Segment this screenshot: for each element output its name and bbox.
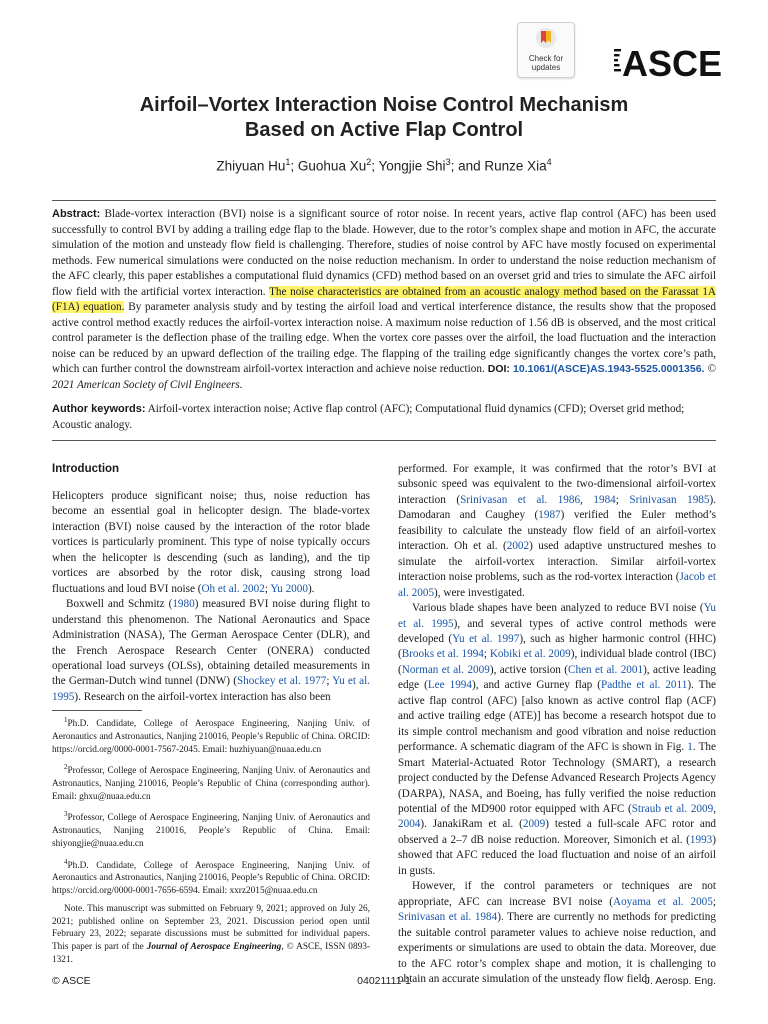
figure-link[interactable]: 1 [687,741,693,754]
citation-link[interactable]: Srinivasan et al. 1984 [398,911,498,924]
footnote-text: Ph.D. Candidate, College of Aerospace Engineering, Nanjing Univ. of Aeronautics and Astronautics, Nanjing 210016, People’s Republic of China. ORCID: https://orcid.org/0000-0001-7567-2045. Email: huzhiyuan@nuaa.edu.cn [52,719,370,755]
footnote-mark: 3 [64,810,68,819]
keywords-text: Airfoil-vortex interaction noise; Active flap control (AFC); Computational fluid dynamics (CFD); Overset grid method; Acoustic analogy. [52,403,685,431]
text-run: ). The active flap control (AFC) [also known as active control flap (ACF) and active trailing edge (ATE)] has become a research hotspot due to its simple control mechanism and good vibration and noise reduction performance. A schematic diagram of the AFC is shown in Fig. [398,679,717,754]
text-run: ), and several types of active control methods were developed ( [398,617,716,645]
citation-link[interactable]: 1993 [689,833,713,846]
affiliation-mark: 1 [285,157,291,167]
affiliation-mark: 3 [445,157,451,167]
text-run: . The Smart Material-Actuated Rotor Technology (SMART), a research project conducted by the Defense Advanced Research Projects Agency (DARPA), NASA, and Boeing, has fully verified the noise reduction potential of the MD900 rotor equipped with AFC ( [398,741,716,815]
abstract-label: Abstract: [52,208,101,220]
footnote [52,714,370,756]
footnote-mark: 4 [64,857,68,866]
abstract-text: By parameter analysis study and by testing the airfoil load and vertical interference distance, the results show that the proposed active control method exactly reduces the airfoil-vortex interaction noise. A maximum noise reduction of 1.56 dB is observed, and the most critical control parameter is the deflection phase of the trailing edge. When the vortex core passes over the airfoil, the load fluctuation and the interaction noise can be reduced by an upward deflection of the trailing edge. The flapping of the trailing edge significantly changes the vortex core’s path, which can further control the downstream airfoil-vortex interaction and achieve noise reduction. [52,301,716,375]
keywords-label: Author keywords: [52,403,146,415]
citation-link[interactable]: 1987 [538,509,561,522]
text-run: ), and active Gurney flap ( [471,679,601,692]
text-run: Boxwell and Schmitz ( [66,598,173,611]
footnote [52,856,370,898]
page-footer [52,975,716,991]
citation-link[interactable]: Brooks et al. 1994 [401,648,484,661]
citation-link[interactable]: Norman et al. 2009 [401,663,490,676]
text-run: ) measured BVI noise during flight to understand this phenomenon. The National Aeronautics and Space Administration (NASA), The German Aerospace Center (DLR), and the French Aerospace Research Center (ONERA) conducted operational load surveys (OLSs), obtaining detailed measurements in the German-Dutch wind tunnel (DNW) ( [52,598,370,688]
citation-link[interactable]: 2002 [506,540,530,553]
section-heading: Introduction [52,463,120,475]
citation-link[interactable]: Kobiki et al. 2009 [489,648,571,661]
text-run: ) tested a full-scale AFC rotor and observed a 2–7 dB noise reduction. Moreover, Simonich et al. ( [398,818,717,846]
citation-link[interactable]: Shockey et al. 1977 [236,675,327,688]
footnote [52,761,370,803]
author-name: Guohua Xu [297,158,367,174]
text-run: ). Damodaran and Caughey ( [398,493,717,522]
author-keywords [52,402,716,433]
citation-link[interactable]: Lee 1994 [427,679,472,692]
author-separator: ; [290,158,298,174]
footnote-text: Professor, College of Aerospace Engineering, Nanjing Univ. of Aeronautics and Astronautics, Nanjing 210016, People’s Republic of China. Email: shiyongjie@nuaa.edu.cn [52,813,370,849]
text-run: ). JanakiRam et al. ( [420,818,523,831]
paragraph [398,601,716,879]
bookmark-icon [535,27,557,49]
check-for-updates-badge[interactable] [517,22,575,78]
footnote-text: Professor, College of Aerospace Engineering, Nanjing Univ. of Aeronautics and Astronautics, Nanjing 210016, People’s Republic of China (corresponding author). Email: ghxu@nuaa.edu.cn [52,766,370,802]
submission-note [52,903,370,967]
footnote-rule [52,710,142,711]
badge-line-2: updates [531,63,561,72]
text-run: ; [326,675,333,688]
citation-link[interactable]: Srinivasan 1985 [629,493,710,506]
abstract-text: Blade-vortex interaction (BVI) noise is a significant source of rotor noise. In recent years, active flap control (AFC) has been used successfully to control BVI by adding a trailing edge flap to the blade. However, due to the rotor’s complex shape and motion in AFC, the accurate simulation of the motion and unsteady flow field is challenging. Therefore, studies of noise control by AFC have mostly focused on experimental methods. Few numerical simulations were conducted on the noise reduction mechanism. In order to understand the noise reduction mechanism of the AFC clearly, this paper establishes a computational fluid dynamics (CFD) method based on an overset grid and tries to simulate the AFC airfoil flow field with the artificial vortex interaction. [52,208,716,298]
footnote-mark: 2 [64,763,68,772]
text-run: performed. For example, it was confirmed that the rotor’s BVI at subsonic speed was equivalent to the two-dimensional airfoil-vortex interaction ( [398,463,716,506]
text-run: ). There are currently no methods for predicting the suitable control parameter values to achieve noise reduction, and experiments or simulations are used to obtain the data. Moreover, due to the AFC rotor’s complex shape and motion, it is challenging to obtain an accurate simulation of the unsteady flow field. [398,911,716,985]
author-separator: ; [371,158,379,174]
citation-link[interactable]: Jacob et al. 2005 [398,571,716,599]
footnote [52,808,370,850]
badge-line-1: Check for [528,54,564,63]
doi-link[interactable]: 10.1061/(ASCE)AS.1943-5525.0001356. [513,363,705,375]
text-run: However, if the control parameters or techniques are not appropriate, AFC can increase BVI noise ( [398,880,716,908]
title-line-1: Airfoil–Vortex Interaction Noise Control Mechanism [139,94,629,116]
footnotes [52,714,370,971]
note-text: Note. This manuscript was submitted on February 9, 2021; approved on July 26, 2021; published online on September 23, 2021. Discussion period open until February 23, 2022; separate discussions must be submitted for individual papers. This paper is part of the [52,903,370,952]
logo-text: ASCE [622,43,723,80]
citation-link[interactable]: Straub et al. 2009 [631,802,714,815]
text-run: Various blade shapes have been analyzed to reduce BVI noise ( [412,602,704,615]
text-run: Helicopters produce significant noise; thus, noise reduction has become an essential goal in helicopter design. The blade-vortex interaction (BVI) noise caused by the interaction of the rotor blade vortices is particularly prominent. This type of noise typically occurs when the helicopter is descending (such as landing), and the tip vortices are absorbed by the rotor disk, causing strong load fluctuations and loud BVI noise ( [52,490,370,595]
paragraph [52,489,370,597]
text-run: ), such as higher harmonic control (HHC) ( [398,632,717,661]
author-separator: ; and [450,158,485,174]
citation-link[interactable]: Yu et al. 1997 [452,632,520,645]
abstract [52,207,716,393]
affiliation-mark: 4 [546,157,552,167]
affiliation-mark: 2 [366,157,372,167]
abstract-rule-top [52,200,716,201]
citation-link[interactable]: Srinivasan et al. 1986 [460,493,581,506]
citation-link[interactable]: Padthe et al. 2011 [600,679,688,692]
text-run: ) showed that AFC reduced the load fluctuation and noise of an airfoil in gusts. [398,833,716,877]
article-title [40,93,728,143]
asce-logo [614,40,726,80]
paragraph [398,462,716,601]
citation-link[interactable]: Yu 2000 [270,582,308,595]
text-run: ). [307,582,315,595]
author-name: Zhiyuan Hu [216,158,286,174]
highlighted-sentence[interactable]: The noise characteristics are obtained from an acoustic analogy method based on the Farassat 1A (F1A) equation. [52,285,716,313]
title-line-2: Based on Active Flap Control [244,119,524,141]
text-run: ; [615,493,630,506]
text-run: , [580,493,594,506]
footnote-text: Ph.D. Candidate, College of Aerospace Engineering, Nanjing Univ. of Aeronautics and Astronautics, Nanjing 210016, People’s Republic of China. ORCID: https://orcid.org/0000-0001-7656-6594. Email: xxrz2015@nuaa.edu.cn [52,860,370,897]
text-run: ; [712,895,716,908]
citation-link[interactable]: Yu et al. 1995 [398,602,716,630]
right-column [398,462,716,987]
text-run: ). Research on the airfoil-vortex interaction has also been [74,690,331,703]
footer-article-number: 04021111-1 [357,975,411,987]
author-name: Yongjie Shi [378,158,446,174]
text-run: ) used adaptive unstructured meshes to simulate the airfoil-vortex interaction. Similar airfoil-vortex interaction noise problems, such as the rod-vortex interaction ( [398,540,716,584]
text-run: ; [264,582,271,595]
citation-link[interactable]: Oh et al. 2002 [201,582,265,595]
copyright-notice: © 2021 American Society of Civil Engineers. [52,363,716,391]
text-run: , [713,802,716,815]
paragraph [52,597,370,705]
footer-publisher: © ASCE [52,975,91,987]
citation-link[interactable]: Chen et al. 2001 [568,663,644,676]
text-run: ), individual blade control (IBC) ( [398,648,716,676]
citation-link[interactable]: 2009 [522,818,546,831]
text-run: ) verified the Euler method’s feasibility to calculate the unsteady flow field of an airfoil-vortex interaction. Oh et al. ( [398,509,716,553]
note-text: , © ASCE, ISSN 0893-1321. [52,941,370,965]
citation-link[interactable]: 2004 [398,818,421,831]
paragraph [398,879,716,987]
citation-link[interactable]: 1980 [172,598,195,611]
abstract-rule-bottom [52,440,716,441]
author-name: Runze Xia [484,158,547,174]
author-list [40,157,728,174]
citation-link[interactable]: Aoyama et al. 2005 [612,895,713,908]
citation-link[interactable]: 1984 [593,493,616,506]
doi-label: DOI: [487,363,514,375]
citation-link[interactable]: Yu et al. 1995 [52,675,370,703]
footnote-mark: 1 [64,716,68,724]
footer-journal: J. Aerosp. Eng. [644,975,716,987]
text-run: ), active leading edge ( [398,663,716,692]
journal-name: Journal of Aerospace Engineering [146,941,282,952]
left-column [52,462,370,705]
text-run: ), were investigated. [434,586,525,599]
text-run: ), active torsion ( [489,663,569,676]
text-run: ; [483,648,490,661]
